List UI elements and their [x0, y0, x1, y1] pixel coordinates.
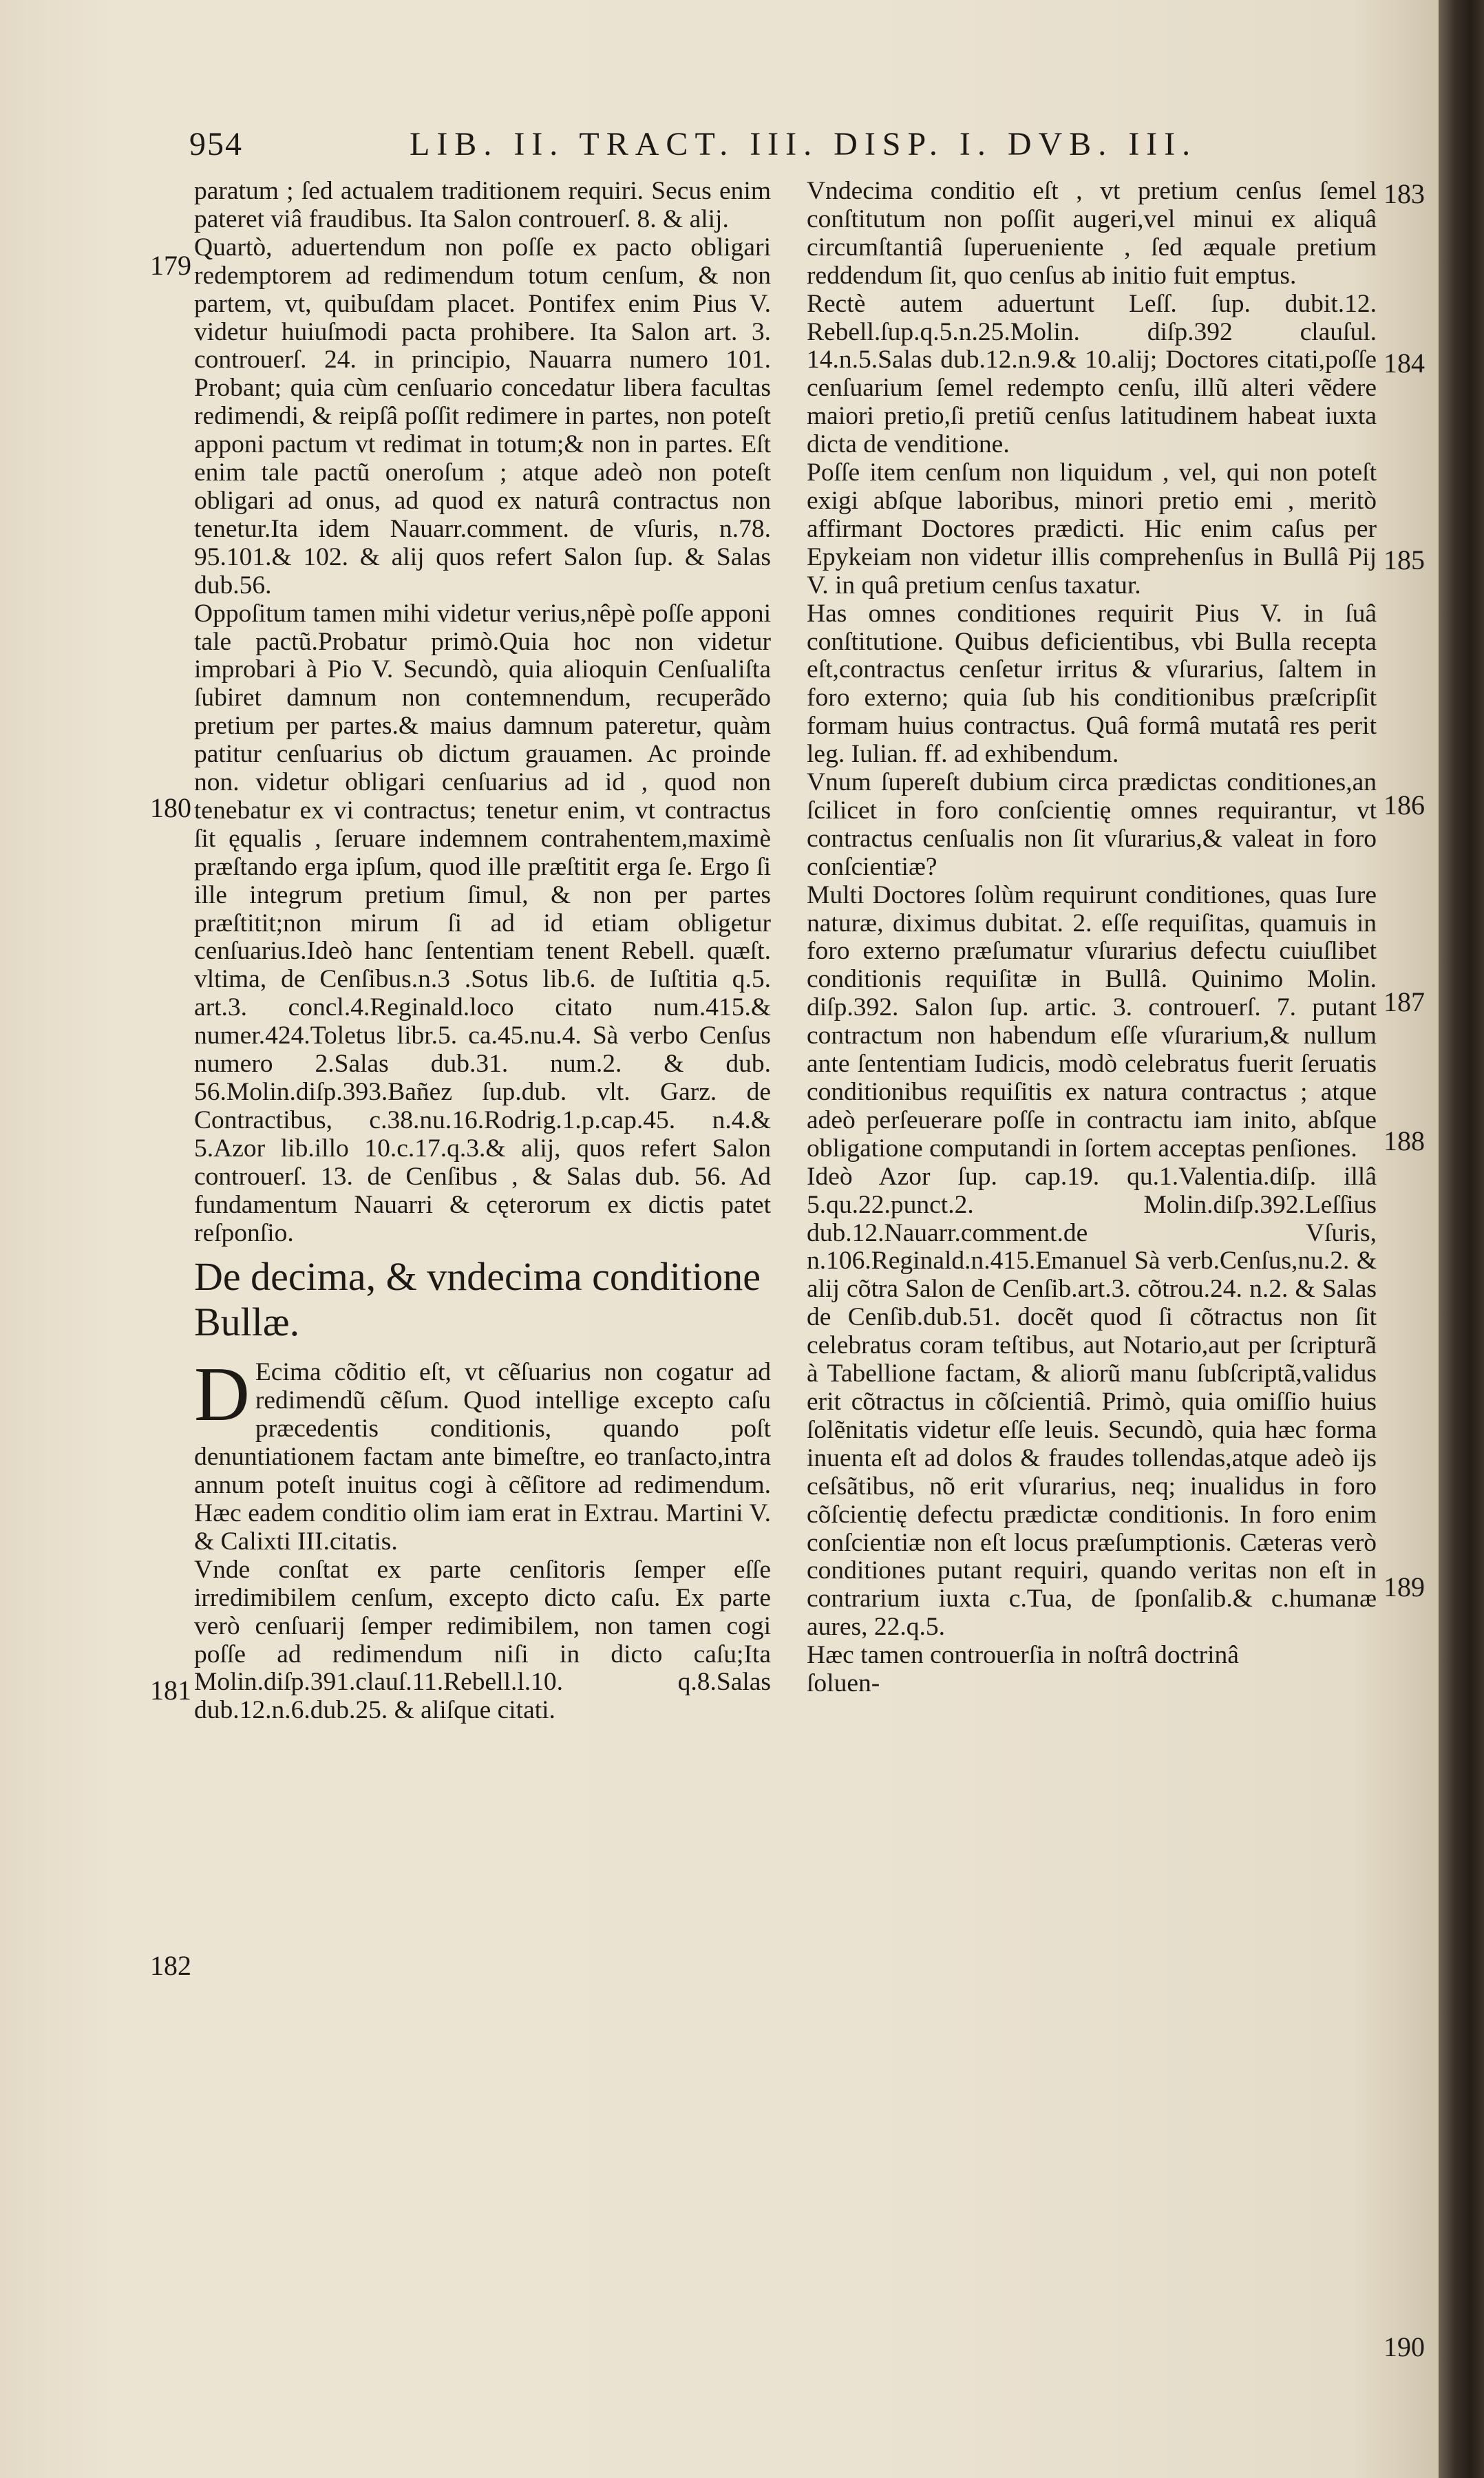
- paragraph-183: Vndecima conditio eſt , vt pretium cenſus ſemel conſtitutum non poſſit augeri,vel minui ex aliquâ circumſtantiâ ſuperueniente , ſed æquale pretium reddendum ſit, quo cenſus ab initio fuit emptus.: [807, 177, 1377, 290]
- margin-number-190: 190: [1384, 2331, 1425, 2362]
- book-gutter: [1439, 0, 1484, 2478]
- drop-cap: D: [194, 1352, 250, 1438]
- margin-number-182: 182: [150, 1950, 191, 1981]
- margin-number-185: 185: [1384, 544, 1425, 575]
- margin-number-179: 179: [150, 250, 191, 281]
- paragraph-181-text: Ecima cõditio eſt, vt cẽſuarius non cogatur ad redimendũ cẽſum. Quod intellige excepto caſu præcedentis conditionis, quando poſt denuntiationem factam ante bimeſtre, eo tranſacto,intra annum poteſt inuitus cogi à cẽſitore ad redimendum. Hæc eadem conditio olim iam erat in Extrau. Martini V. & Calixti III.citatis.: [194, 1358, 771, 1556]
- running-title: LIB. II. TRACT. III. DISP. I. DVB. III.: [410, 126, 1198, 162]
- left-column: [194, 178, 771, 1725]
- paragraph-188: Multi Doctores ſolùm requirunt conditiones, quas Iure naturæ, diximus dubitat. 2. eſſe requiſitas, quamuis in foro externo præſumatur vſurarius defectu cuiuſlibet conditionis requiſitæ in Bullâ. Quinimo Molin. diſp.392. Salon ſup. artic. 3. controuerſ. 7. putant contractum non habendum eſſe vſurarium,& nullum ante ſententiam Iudicis, modò celebratus fuerit ſeruatis conditionibus requiſitis ex natura contractus ; atque adeò perſeuerare poſſe in contractu iam inito, abſque obligatione computandi in ſortem acceptas penſiones.: [807, 880, 1377, 1163]
- paragraph-181: [194, 1352, 771, 1556]
- paragraph-184: Rectè autem aduertunt Leſſ. ſup. dubit.12. Rebell.ſup.q.5.n.25.Molin. diſp.392 clauſul. 14.n.5.Salas dub.12.n.9.& 10.alij; Doctores citati,poſſe cenſuarium ſemel redempto cenſu, illũ alteri vẽdere maiori pretio,ſi pretiũ cenſus latitudinem habeat iuxta dicta de venditione.: [807, 289, 1377, 459]
- paragraph-180: Oppoſitum tamen mihi videtur verius,nêpè poſſe apponi tale pactũ.Probatur primò.Quia hoc non videtur improbari à Pio V. Secundò, quia alioquin Cenſualiſta ſubiret damnum non contemnendum, recuperãdo pretium per partes.& maius damnum pateretur, quàm patitur cenſuarius ob dictum grauamen. Ac proinde non. videtur obligari cenſuarius ad id , quod non tenebatur ex vi contractus; tenetur enim, vt contractus ſit ęqualis , ſeruare indemnem contrahentem,maximè præſtando erga ipſum, quod ille præſtitit erga ſe. Ergo ſi ille integrum pretium ſimul, & non per partes præſtitit;non mirum ſi ad id etiam obligetur cenſuarius.Ideò hanc ſententiam tenent Rebell. quæſt. vltima, de Cenſibus.n.3 .Sotus lib.6. de Iuſtitia q.5. art.3. concl.4.Reginald.loco citato num.415.& numer.424.Toletus libr.5. ca.45.nu.4. Sà verbo Cenſus numero 2.Salas dub.31. num.2. & dub. 56.Molin.diſp.393.Bañez ſup.dub. vlt. Garz. de Contractibus, c.38.nu.16.Rodrig.1.p.cap.45. n.4.& 5.Azor lib.illo 10.c.17.q.3.& alij, quos refert Salon controuerſ. 13. de Cenſibus , & Salas dub. 56. Ad fundamentum Nauarri & cęterorum ex dictis patet reſponſio.: [194, 599, 771, 1247]
- paragraph-continued: paratum ; ſed actualem traditionem requiri. Secus enim pateret viâ fraudibus. Ita Salon controuerſ. 8. & alij.: [194, 177, 771, 233]
- paragraph-179: Quartò, aduertendum non poſſe ex pacto obligari redemptorem ad redimendum totum cenſum, & non partem, vt, quibuſdam placet. Pontifex enim Pius V. videtur huiuſmodi pacta prohibere. Ita Salon art. 3. controuerſ. 24. in principio, Nauarra numero 101. Probant; quia cùm cenſuario concedatur libera facultas redimendi, & reipſâ poſſit redimere in partes, non poteſt apponi pactum vt redimat in totum;& non in partes. Eſt enim tale pactũ oneroſum ; atque adeò non poteſt obligari ad onus, ad quod ex naturâ contractus non tenetur.Ita idem Nauarr.comment. de vſuris, n.78. 95.101.& 102. & alij quos refert Salon ſup. & Salas dub.56.: [194, 233, 771, 600]
- right-column: [807, 178, 1377, 1698]
- margin-number-183: 183: [1384, 178, 1425, 209]
- paragraph-187: Vnum ſupereſt dubium circa prædictas conditiones,an ſcilicet in foro conſcientię omnes requirantur, vt contractus cenſualis non ſit vſurarius,& valeat in foro conſcientiæ?: [807, 768, 1377, 881]
- margin-number-184: 184: [1384, 348, 1425, 379]
- margin-number-188: 188: [1384, 1125, 1425, 1156]
- margin-number-187: 187: [1384, 986, 1425, 1017]
- paragraph-189: Ideò Azor ſup. cap.19. qu.1.Valentia.diſp. illâ 5.qu.22.punct.2. Molin.diſp.392.Leſſius dub.12.Nauarr.comment.de Vſuris, n.106.Reginald.n.415.Emanuel Sà verb.Cenſus,nu.2. & alij cõtra Salon de Cenſib.art.3. cõtrou.24. n.2. & Salas de Cenſib.dub.51. docẽt quod ſi cõtractus non ſit celebratus coram teſtibus, aut Notario,aut per ſcripturã à Tabellione factam, & aliorũ manu ſubſcriptã,validus erit cõtractus in cõſcientiâ. Primò, quia omiſſio huius ſolẽnitatis videtur eſſe leuis. Secundò, quia hæc forma inuenta eſt ad dolos & fraudes tollendas,atque adeò ijs ceſsãtibus, nõ erit vſurarius, neq; inualidus in foro cõſcientię defectu prædictæ conditionis. In foro enim conſcientiæ non eſt locus præſumptionis. Cæteras verò conditiones putant requiri, quando veritas non eſt in contrarium iuxta c.Tua, de ſponſalib.& c.humanæ aures, 22.q.5.: [807, 1162, 1377, 1642]
- margin-number-186: 186: [1384, 790, 1425, 820]
- margin-number-189: 189: [1384, 1571, 1425, 1602]
- page-number: 954: [189, 126, 243, 162]
- paragraph-185: Poſſe item cenſum non liquidum , vel, qui non poteſt exigi abſque laboribus, minori pretio emi , meritò affirmant Doctores prædicti. Hic enim caſus per Epykeiam non videtur illis comprehenſus in Bullâ Pij V. in quâ pretium cenſus taxatur.: [807, 458, 1377, 600]
- margin-number-181: 181: [150, 1675, 191, 1706]
- paragraph-190: Hæc tamen controuerſia in noſtrâ doctrinâ: [807, 1641, 1239, 1670]
- paragraph-182: Vnde conſtat ex parte cenſitoris ſemper eſſe irredimibilem cenſum, excepto dicto caſu. Ex parte verò cenſuarij ſemper redimibilem, non tamen cogi poſſe ad redimendum niſi in dicto caſu;Ita Molin.diſp.391.clauſ.11.Rebell.l.10. q.8.Salas dub.12.n.6.dub.25. & aliſque citati.: [194, 1555, 771, 1725]
- catchword: ſoluen-: [807, 1669, 880, 1698]
- running-header: [189, 125, 1208, 173]
- paragraph-186: Has omnes conditiones requirit Pius V. in ſuâ conſtitutione. Quibus deficientibus, vbi Bulla recepta eſt,contractus cenſetur irritus & vſurarius, ſaltem in foro externo; quia ſub his conditionibus præſcripſit formam huius contractus. Quâ formâ mutatâ res perit leg. Iulian. ff. ad exhibendum.: [807, 599, 1377, 769]
- margin-number-180: 180: [150, 792, 191, 823]
- section-heading: De decima, & vndecima conditione Bullæ.: [194, 1254, 761, 1345]
